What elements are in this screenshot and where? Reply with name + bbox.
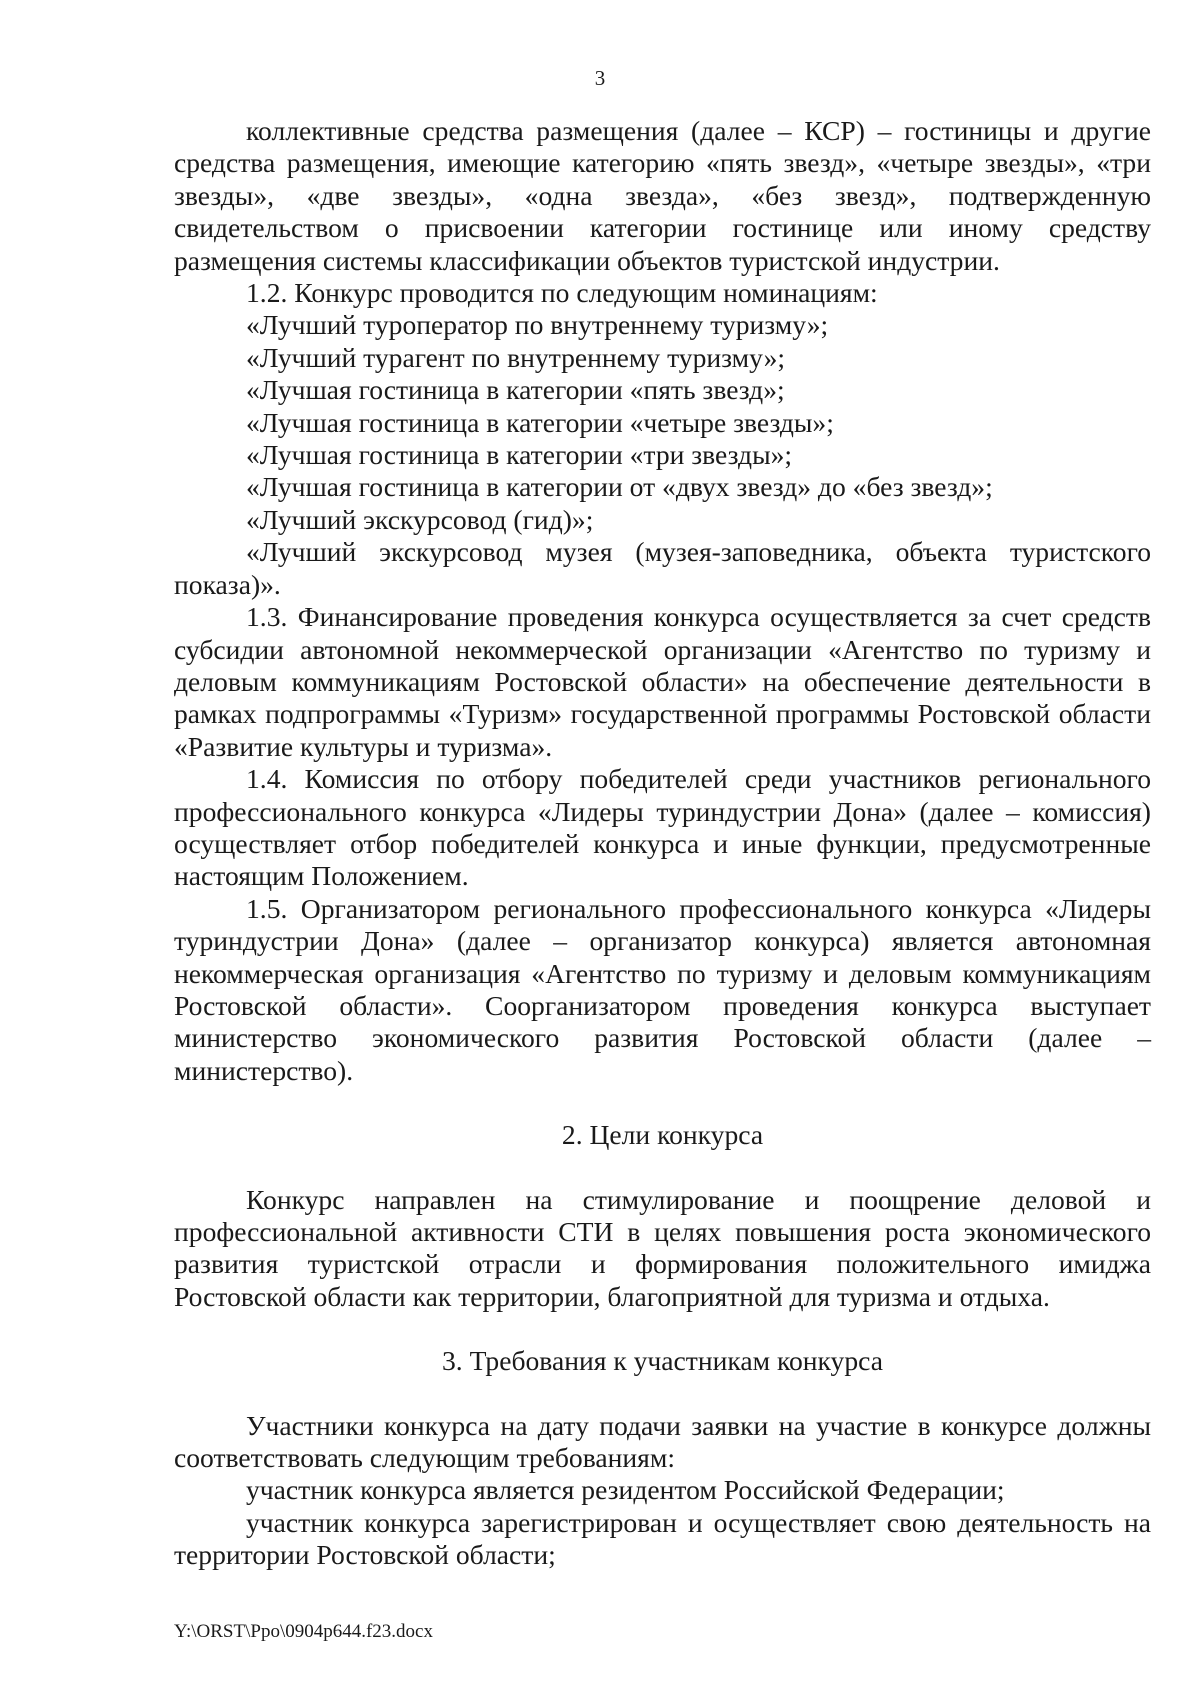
footer-file-path: Y:\ORST\Ppo\0904p644.f23.docx xyxy=(174,1621,433,1642)
nomination-item: «Лучший туроператор по внутреннему туризму»; xyxy=(246,309,829,341)
nomination-item: «Лучшая гостиница в категории «четыре звезды»; xyxy=(246,406,834,438)
nomination-item: «Лучший экскурсовод (гид)»; xyxy=(246,503,594,535)
nomination-item: «Лучший экскурсовод музея (музея-заповедника, объекта туристского показа)». xyxy=(174,536,1151,600)
nomination-item: «Лучшая гостиница в категории от «двух звезд» до «без звезд»; xyxy=(246,471,993,503)
nomination-item: «Лучший турагент по внутреннему туризму»; xyxy=(246,341,786,373)
paragraph-1-5: 1.5. Организатором регионального профессионального конкурса «Лидеры туриндустрии Дона» (далее – организатор конкурса) является автономная некоммерческая организация «Агентство по туризму и деловым коммуникациям Ростовской области». Соорганизатором проведения конкурса выступает министерство экономического развития Ростовской области (далее – министерство). xyxy=(174,892,1151,1086)
section-3-paragraph: Участники конкурса на дату подачи заявки на участие в конкурсе должны соответствовать следующим требованиям: xyxy=(174,1409,1151,1474)
nomination-item: «Лучшая гостиница в категории «пять звезд»; xyxy=(246,374,785,406)
document-body xyxy=(174,115,1151,1572)
section-2-title: 2. Цели конкурса xyxy=(561,1119,764,1151)
section-3-requirement: участник конкурса зарегистрирован и осуществляет свою деятельность на территории Ростовской области; xyxy=(174,1506,1151,1571)
page-number: 3 xyxy=(594,66,606,90)
paragraph-ksr-definition: коллективные средства размещения (далее – КСР) – гостиницы и другие средства размещения, имеющие категорию «пять звезд», «четыре звезды», «три звезды», «две звезды», «одна звезда», «без звезд», подтвержденную свидетельством о присвоении категории гостинице или иному средству размещения системы классификации объектов туристской индустрии. xyxy=(174,115,1151,276)
paragraph-1-4: 1.4. Комиссия по отбору победителей среди участников регионального профессионального конкурса «Лидеры туриндустрии Дона» (далее – комиссия) осуществляет отбор победителей конкурса и иные функции, предусмотренные настоящим Положением. xyxy=(174,763,1151,892)
section-3-title: 3. Требования к участникам конкурса xyxy=(442,1345,883,1377)
paragraph-1-3: 1.3. Финансирование проведения конкурса осуществляется за счет средств субсидии автономной некоммерческой организации «Агентство по туризму и деловым коммуникациям Ростовской области» на обеспечение деятельности в рамках подпрограммы «Туризм» государственной программы Ростовской области «Развитие культуры и туризма». xyxy=(174,601,1151,762)
nomination-item: «Лучшая гостиница в категории «три звезды»; xyxy=(246,439,793,471)
section-2-paragraph: Конкурс направлен на стимулирование и поощрение деловой и профессиональной активности СТИ в целях повышения роста экономического развития туристской отрасли и формирования положительного имиджа Ростовской области как территории, благоприятной для туризма и отдыха. xyxy=(174,1183,1151,1312)
paragraph-1-2: 1.2. Конкурс проводится по следующим номинациям: xyxy=(246,277,878,309)
section-3-requirement: участник конкурса является резидентом Российской Федерации; xyxy=(246,1474,1005,1506)
